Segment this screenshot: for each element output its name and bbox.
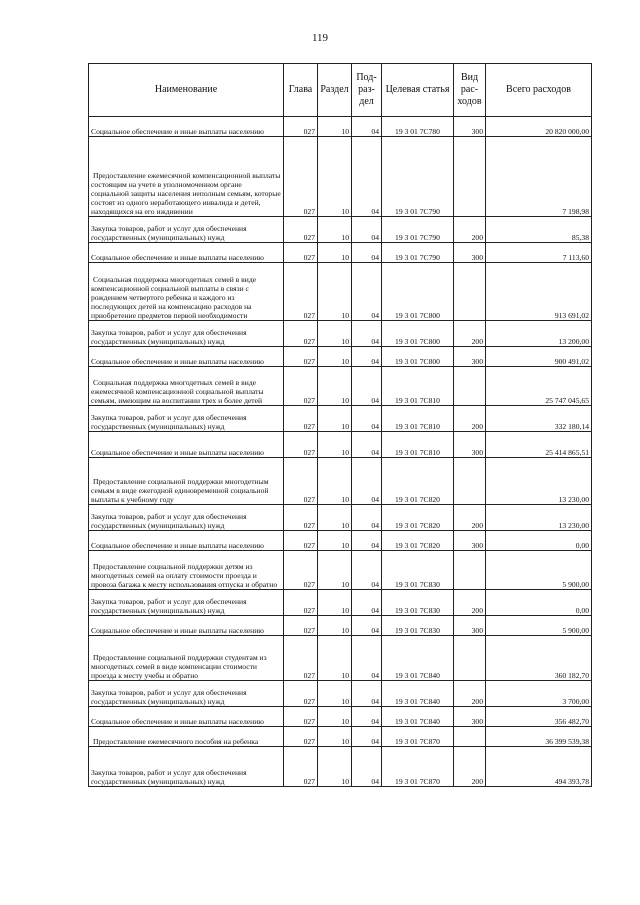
- cell-section: 10: [318, 263, 352, 321]
- cell-target: 19 3 01 7C830: [382, 590, 454, 616]
- cell-total: 0,00: [486, 531, 592, 551]
- cell-section: 10: [318, 531, 352, 551]
- cell-kind: 300: [454, 347, 486, 367]
- cell-subsection: 04: [352, 636, 382, 681]
- table-row: [89, 367, 592, 406]
- cell-kind: 200: [454, 406, 486, 432]
- cell-total: 5 900,00: [486, 551, 592, 590]
- cell-kind: 200: [454, 590, 486, 616]
- cell-total: 7 113,60: [486, 243, 592, 263]
- cell-target: 19 3 01 7C790: [382, 137, 454, 217]
- table-row: [89, 263, 592, 321]
- cell-total: 13 230,00: [486, 458, 592, 505]
- cell-total: 7 198,98: [486, 137, 592, 217]
- table-row: [89, 747, 592, 787]
- cell-target: 19 3 01 7C820: [382, 458, 454, 505]
- table-row: [89, 551, 592, 590]
- cell-chapter: 027: [284, 367, 318, 406]
- table-row: [89, 217, 592, 243]
- table-row: [89, 321, 592, 347]
- table-row: [89, 406, 592, 432]
- cell-chapter: 027: [284, 747, 318, 787]
- cell-name: Социальное обеспечение и иные выплаты населению: [89, 347, 284, 367]
- cell-chapter: 027: [284, 681, 318, 707]
- cell-section: 10: [318, 243, 352, 263]
- table-header-row: [89, 64, 592, 117]
- cell-name: Закупка товаров, работ и услуг для обеспечения государственных (муниципальных) нужд: [89, 747, 284, 787]
- cell-target: 19 3 01 7C790: [382, 217, 454, 243]
- cell-chapter: 027: [284, 217, 318, 243]
- cell-section: 10: [318, 616, 352, 636]
- cell-total: 900 491,02: [486, 347, 592, 367]
- cell-section: 10: [318, 117, 352, 137]
- page-number: 119: [311, 32, 329, 44]
- cell-target: 19 3 01 7C810: [382, 367, 454, 406]
- cell-subsection: 04: [352, 321, 382, 347]
- cell-name: Предоставление социальной поддержки многодетным семьям в виде ежегодной единовременной социальной выплаты к учебному году: [89, 458, 284, 505]
- cell-name: Закупка товаров, работ и услуг для обеспечения государственных (муниципальных) нужд: [89, 406, 284, 432]
- table-body: [89, 117, 592, 787]
- table-row: [89, 347, 592, 367]
- cell-subsection: 04: [352, 137, 382, 217]
- header-chapter: Глава: [284, 64, 318, 117]
- cell-chapter: 027: [284, 432, 318, 458]
- cell-subsection: 04: [352, 505, 382, 531]
- table-row: [89, 707, 592, 727]
- cell-name: Социальное обеспечение и иные выплаты населению: [89, 531, 284, 551]
- cell-name: Закупка товаров, работ и услуг для обеспечения государственных (муниципальных) нужд: [89, 590, 284, 616]
- cell-subsection: 04: [352, 243, 382, 263]
- cell-total: 356 482,70: [486, 707, 592, 727]
- cell-subsection: 04: [352, 707, 382, 727]
- cell-name: Социальное обеспечение и иные выплаты населению: [89, 243, 284, 263]
- cell-subsection: 04: [352, 263, 382, 321]
- header-target: Целевая статья: [382, 64, 454, 117]
- cell-target: 19 3 01 7C800: [382, 263, 454, 321]
- cell-name: Социальное обеспечение и иные выплаты населению: [89, 707, 284, 727]
- cell-total: 332 180,14: [486, 406, 592, 432]
- cell-target: 19 3 01 7C830: [382, 616, 454, 636]
- cell-kind: [454, 263, 486, 321]
- cell-subsection: 04: [352, 217, 382, 243]
- cell-subsection: 04: [352, 117, 382, 137]
- cell-kind: 300: [454, 243, 486, 263]
- cell-section: 10: [318, 747, 352, 787]
- table-row: [89, 531, 592, 551]
- cell-total: 36 399 539,38: [486, 727, 592, 747]
- cell-chapter: 027: [284, 263, 318, 321]
- cell-subsection: 04: [352, 531, 382, 551]
- cell-target: 19 3 01 7C790: [382, 243, 454, 263]
- cell-target: 19 3 01 7C820: [382, 505, 454, 531]
- cell-total: 360 182,70: [486, 636, 592, 681]
- cell-subsection: 04: [352, 458, 382, 505]
- cell-chapter: 027: [284, 117, 318, 137]
- cell-chapter: 027: [284, 707, 318, 727]
- cell-subsection: 04: [352, 590, 382, 616]
- cell-kind: 200: [454, 321, 486, 347]
- cell-kind: 300: [454, 616, 486, 636]
- cell-chapter: 027: [284, 347, 318, 367]
- cell-name: Закупка товаров, работ и услуг для обеспечения государственных (муниципальных) нужд: [89, 681, 284, 707]
- cell-name: Закупка товаров, работ и услуг для обеспечения государственных (муниципальных) нужд: [89, 217, 284, 243]
- cell-target: 19 3 01 7C870: [382, 727, 454, 747]
- cell-total: 0,00: [486, 590, 592, 616]
- cell-target: 19 3 01 7C840: [382, 707, 454, 727]
- cell-subsection: 04: [352, 616, 382, 636]
- cell-name: Закупка товаров, работ и услуг для обеспечения государственных (муниципальных) нужд: [89, 505, 284, 531]
- cell-subsection: 04: [352, 727, 382, 747]
- cell-section: 10: [318, 727, 352, 747]
- header-total: Всего расходов: [486, 64, 592, 117]
- cell-target: 19 3 01 7C810: [382, 406, 454, 432]
- header-name: Наименование: [89, 64, 284, 117]
- cell-section: 10: [318, 590, 352, 616]
- cell-kind: [454, 137, 486, 217]
- cell-total: 13 200,00: [486, 321, 592, 347]
- cell-name: Предоставление ежемесячного пособия на ребенка: [89, 727, 284, 747]
- table-row: [89, 137, 592, 217]
- header-kind: Вид рас-ходов: [454, 64, 486, 117]
- cell-target: 19 3 01 7C840: [382, 681, 454, 707]
- cell-target: 19 3 01 7C810: [382, 432, 454, 458]
- table-row: [89, 616, 592, 636]
- cell-total: 13 230,00: [486, 505, 592, 531]
- header-section: Раздел: [318, 64, 352, 117]
- cell-chapter: 027: [284, 321, 318, 347]
- cell-kind: 200: [454, 681, 486, 707]
- cell-subsection: 04: [352, 406, 382, 432]
- cell-section: 10: [318, 137, 352, 217]
- cell-section: 10: [318, 321, 352, 347]
- cell-chapter: 027: [284, 551, 318, 590]
- cell-target: 19 3 01 7C830: [382, 551, 454, 590]
- cell-kind: 300: [454, 531, 486, 551]
- cell-subsection: 04: [352, 551, 382, 590]
- cell-kind: [454, 367, 486, 406]
- table-row: [89, 636, 592, 681]
- cell-chapter: 027: [284, 458, 318, 505]
- cell-chapter: 027: [284, 727, 318, 747]
- cell-total: 20 820 000,00: [486, 117, 592, 137]
- cell-kind: 300: [454, 707, 486, 727]
- cell-subsection: 04: [352, 747, 382, 787]
- cell-chapter: 027: [284, 243, 318, 263]
- cell-name: Социальная поддержка многодетных семей в виде компенсационной социальной выплаты в связи с рождением четвертого ребенка и каждого из последующих детей на компенсацию расходов на приобретение предметов первой необходимости: [89, 263, 284, 321]
- cell-section: 10: [318, 217, 352, 243]
- cell-chapter: 027: [284, 616, 318, 636]
- cell-kind: 300: [454, 117, 486, 137]
- table-row: [89, 117, 592, 137]
- cell-chapter: 027: [284, 531, 318, 551]
- cell-section: 10: [318, 681, 352, 707]
- cell-target: 19 3 01 7C800: [382, 347, 454, 367]
- cell-chapter: 027: [284, 505, 318, 531]
- cell-kind: [454, 551, 486, 590]
- cell-subsection: 04: [352, 681, 382, 707]
- table-row: [89, 505, 592, 531]
- cell-target: 19 3 01 7C820: [382, 531, 454, 551]
- cell-kind: 300: [454, 432, 486, 458]
- cell-section: 10: [318, 505, 352, 531]
- cell-target: 19 3 01 7C780: [382, 117, 454, 137]
- cell-section: 10: [318, 458, 352, 505]
- cell-subsection: 04: [352, 347, 382, 367]
- table-row: [89, 590, 592, 616]
- cell-subsection: 04: [352, 432, 382, 458]
- cell-kind: [454, 727, 486, 747]
- cell-total: 494 393,78: [486, 747, 592, 787]
- cell-name: Предоставление социальной поддержки детям из многодетных семей на оплату стоимости проезда и провоза багажа к месту использования отпуска и обратно: [89, 551, 284, 590]
- cell-section: 10: [318, 432, 352, 458]
- cell-total: 3 700,00: [486, 681, 592, 707]
- cell-name: Предоставление ежемесячной компенсационной выплаты состоящим на учете в уполномоченном органе социальной защиты населения неполным семьям, которые состоят из одного неработающего инвалида и детей, находящихся на его иждивении: [89, 137, 284, 217]
- cell-section: 10: [318, 707, 352, 727]
- cell-target: 19 3 01 7C800: [382, 321, 454, 347]
- cell-kind: [454, 636, 486, 681]
- cell-kind: [454, 458, 486, 505]
- cell-target: 19 3 01 7C870: [382, 747, 454, 787]
- table-row: [89, 243, 592, 263]
- header-subsection: Под-раз-дел: [352, 64, 382, 117]
- cell-chapter: 027: [284, 137, 318, 217]
- cell-chapter: 027: [284, 406, 318, 432]
- cell-kind: 200: [454, 747, 486, 787]
- cell-kind: 200: [454, 505, 486, 531]
- cell-total: 25 414 865,51: [486, 432, 592, 458]
- cell-name: Закупка товаров, работ и услуг для обеспечения государственных (муниципальных) нужд: [89, 321, 284, 347]
- cell-name: Предоставление социальной поддержки студентам из многодетных семей в виде компенсации стоимости проезда к месту учебы и обратно: [89, 636, 284, 681]
- cell-section: 10: [318, 347, 352, 367]
- cell-section: 10: [318, 367, 352, 406]
- cell-name: Социальная поддержка многодетных семей в виде ежемесячной компенсационной социальной выплаты семьям, имеющим на воспитании трех и более детей: [89, 367, 284, 406]
- cell-total: 5 900,00: [486, 616, 592, 636]
- cell-chapter: 027: [284, 636, 318, 681]
- table-row: [89, 458, 592, 505]
- expenses-table: [88, 63, 592, 787]
- cell-total: 25 747 045,65: [486, 367, 592, 406]
- cell-target: 19 3 01 7C840: [382, 636, 454, 681]
- cell-section: 10: [318, 406, 352, 432]
- cell-chapter: 027: [284, 590, 318, 616]
- cell-name: Социальное обеспечение и иные выплаты населению: [89, 616, 284, 636]
- table-row: [89, 727, 592, 747]
- cell-total: 913 691,02: [486, 263, 592, 321]
- table-row: [89, 681, 592, 707]
- cell-total: 85,38: [486, 217, 592, 243]
- cell-name: Социальное обеспечение и иные выплаты населению: [89, 117, 284, 137]
- cell-kind: 200: [454, 217, 486, 243]
- cell-subsection: 04: [352, 367, 382, 406]
- cell-section: 10: [318, 636, 352, 681]
- cell-name: Социальное обеспечение и иные выплаты населению: [89, 432, 284, 458]
- cell-section: 10: [318, 551, 352, 590]
- table-row: [89, 432, 592, 458]
